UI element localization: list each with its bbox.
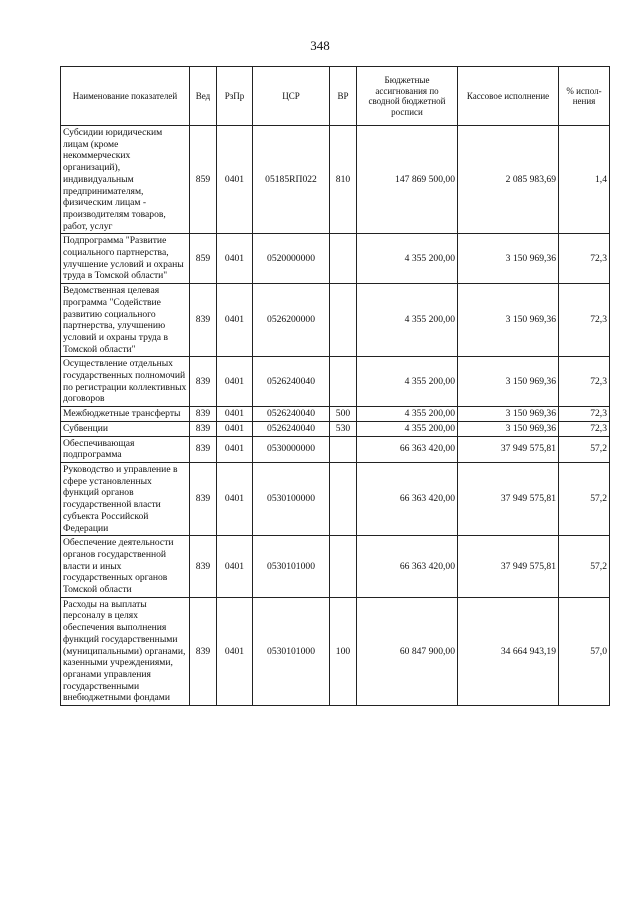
cell-rzpr: 0401 — [217, 407, 253, 422]
cell-pct: 72,3 — [559, 421, 610, 436]
cell-ved: 839 — [190, 407, 217, 422]
cell-budget: 4 355 200,00 — [357, 407, 458, 422]
header-csr: ЦСР — [253, 67, 330, 126]
cell-rzpr: 0401 — [217, 126, 253, 234]
cell-vr — [330, 436, 357, 462]
cell-cash: 2 085 983,69 — [458, 126, 559, 234]
cell-budget: 147 869 500,00 — [357, 126, 458, 234]
cell-cash: 3 150 969,36 — [458, 421, 559, 436]
cell-cash: 37 949 575,81 — [458, 436, 559, 462]
cell-csr: 0526200000 — [253, 284, 330, 357]
table-row — [61, 536, 610, 598]
cell-name: Осуществление отдельных государственных полномочий по регистрации коллективных договоров — [61, 357, 190, 407]
cell-name: Обеспечивающая подпрограмма — [61, 436, 190, 462]
table-row — [61, 407, 610, 422]
cell-csr: 0526240040 — [253, 407, 330, 422]
cell-vr — [330, 357, 357, 407]
header-budget: Бюджетные ассигнования по сводной бюджетной росписи — [357, 67, 458, 126]
cell-ved: 839 — [190, 421, 217, 436]
cell-name: Субсидии юридическим лицам (кроме некоммерческих организаций), индивидуальным предпринимателям, физическим лицам - производителям товаров, работ, услуг — [61, 126, 190, 234]
cell-pct: 1,4 — [559, 126, 610, 234]
cell-rzpr: 0401 — [217, 436, 253, 462]
header-pct: % испол-нения — [559, 67, 610, 126]
cell-budget: 4 355 200,00 — [357, 357, 458, 407]
cell-name: Ведомственная целевая программа "Содействие развитию социального партнерства, улучшению условий и охраны труда в Томской области" — [61, 284, 190, 357]
cell-vr: 500 — [330, 407, 357, 422]
cell-csr: 0526240040 — [253, 357, 330, 407]
cell-pct: 72,3 — [559, 407, 610, 422]
cell-cash: 37 949 575,81 — [458, 462, 559, 535]
cell-ved: 859 — [190, 126, 217, 234]
cell-rzpr: 0401 — [217, 536, 253, 598]
table-row — [61, 284, 610, 357]
table-row — [61, 597, 610, 705]
table-header-row — [61, 67, 610, 126]
cell-budget: 60 847 900,00 — [357, 597, 458, 705]
cell-name: Межбюджетные трансферты — [61, 407, 190, 422]
cell-cash: 37 949 575,81 — [458, 536, 559, 598]
cell-name: Обеспечение деятельности органов государственной власти и иных государственных органов Томской области — [61, 536, 190, 598]
cell-csr: 0530101000 — [253, 536, 330, 598]
cell-pct: 72,3 — [559, 234, 610, 284]
cell-vr: 530 — [330, 421, 357, 436]
cell-ved: 839 — [190, 597, 217, 705]
cell-name: Субвенции — [61, 421, 190, 436]
cell-budget: 66 363 420,00 — [357, 536, 458, 598]
cell-vr — [330, 462, 357, 535]
cell-pct: 57,0 — [559, 597, 610, 705]
cell-budget: 66 363 420,00 — [357, 462, 458, 535]
cell-csr: 0530000000 — [253, 436, 330, 462]
cell-vr — [330, 536, 357, 598]
page-number: 348 — [310, 38, 330, 53]
cell-ved: 839 — [190, 357, 217, 407]
cell-name: Подпрограмма "Развитие социального партнерства, улучшение условий и охраны труда в Томской области" — [61, 234, 190, 284]
cell-name: Расходы на выплаты персоналу в целях обеспечения выполнения функций государственными (муниципальными) органами, казенными учреждениями, органами управления государственными внебюджетными фондами — [61, 597, 190, 705]
header-name: Наименование показателей — [61, 67, 190, 126]
cell-cash: 3 150 969,36 — [458, 357, 559, 407]
cell-ved: 839 — [190, 536, 217, 598]
cell-csr: 05185RП022 — [253, 126, 330, 234]
header-vr: ВР — [330, 67, 357, 126]
cell-name: Руководство и управление в сфере установленных функций органов государственной власти субъекта Российской Федерации — [61, 462, 190, 535]
cell-ved: 859 — [190, 234, 217, 284]
cell-vr — [330, 284, 357, 357]
cell-rzpr: 0401 — [217, 462, 253, 535]
budget-table — [60, 66, 610, 706]
cell-vr — [330, 234, 357, 284]
cell-rzpr: 0401 — [217, 597, 253, 705]
table-row — [61, 357, 610, 407]
cell-cash: 3 150 969,36 — [458, 284, 559, 357]
cell-rzpr: 0401 — [217, 421, 253, 436]
cell-ved: 839 — [190, 436, 217, 462]
cell-cash: 3 150 969,36 — [458, 407, 559, 422]
cell-vr: 100 — [330, 597, 357, 705]
cell-pct: 72,3 — [559, 284, 610, 357]
cell-ved: 839 — [190, 284, 217, 357]
cell-vr: 810 — [330, 126, 357, 234]
cell-budget: 66 363 420,00 — [357, 436, 458, 462]
cell-budget: 4 355 200,00 — [357, 234, 458, 284]
cell-csr: 0520000000 — [253, 234, 330, 284]
header-ved: Вед — [190, 67, 217, 126]
cell-cash: 3 150 969,36 — [458, 234, 559, 284]
cell-ved: 839 — [190, 462, 217, 535]
cell-rzpr: 0401 — [217, 357, 253, 407]
cell-rzpr: 0401 — [217, 284, 253, 357]
cell-pct: 57,2 — [559, 536, 610, 598]
table-row — [61, 234, 610, 284]
cell-pct: 72,3 — [559, 357, 610, 407]
table-row — [61, 462, 610, 535]
cell-csr: 0526240040 — [253, 421, 330, 436]
cell-budget: 4 355 200,00 — [357, 284, 458, 357]
header-rzpr: РзПр — [217, 67, 253, 126]
cell-cash: 34 664 943,19 — [458, 597, 559, 705]
table-row — [61, 126, 610, 234]
cell-rzpr: 0401 — [217, 234, 253, 284]
table-row — [61, 421, 610, 436]
cell-pct: 57,2 — [559, 462, 610, 535]
header-cash: Кассовое исполнение — [458, 67, 559, 126]
cell-budget: 4 355 200,00 — [357, 421, 458, 436]
cell-csr: 0530100000 — [253, 462, 330, 535]
cell-csr: 0530101000 — [253, 597, 330, 705]
cell-pct: 57,2 — [559, 436, 610, 462]
table-row — [61, 436, 610, 462]
